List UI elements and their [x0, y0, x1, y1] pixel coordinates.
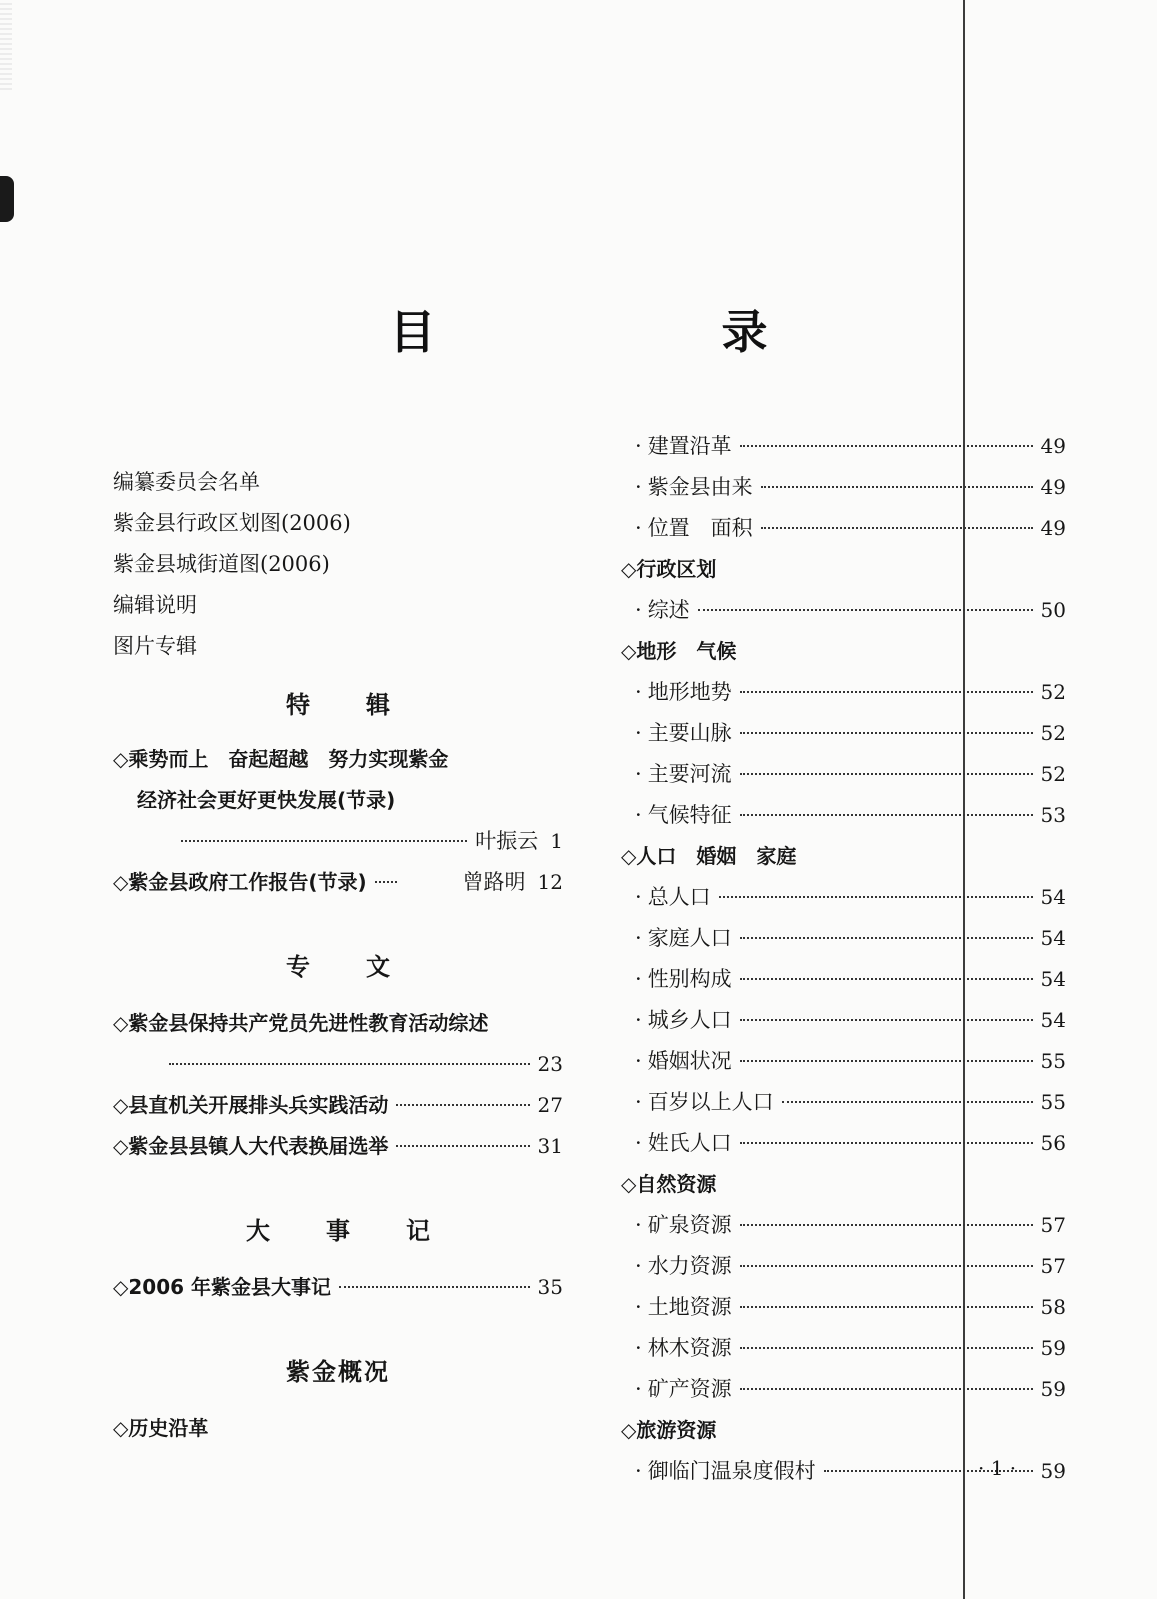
toc-entry-label: · 婚姻状况: [635, 1041, 732, 1082]
toc-entry-page: 52: [1040, 762, 1066, 786]
toc-entry-label: · 林木资源: [635, 1328, 732, 1369]
toc-entry-label: ◇2006 年紫金县大事记: [113, 1275, 332, 1299]
toc-entry-label: · 综述: [635, 590, 690, 631]
toc-entry-street-map[interactable]: 紫金县城街道图(2006): [113, 552, 330, 576]
toc-entry-special-1[interactable]: [113, 739, 563, 780]
toc-category-heading[interactable]: [621, 1410, 1066, 1451]
toc-entry-page: 35: [537, 1275, 563, 1299]
dot-leader: [740, 773, 1033, 775]
toc-entry-photo-album[interactable]: 图片专辑: [113, 634, 197, 658]
toc-entry-history[interactable]: [113, 1408, 563, 1449]
toc-entry-label: · 家庭人口: [635, 918, 732, 959]
toc-entry-page: 55: [1040, 1049, 1066, 1073]
dot-leader: [740, 1142, 1033, 1144]
page-title: 目 录: [389, 305, 888, 359]
dot-leader: [740, 1306, 1033, 1308]
dot-leader: [740, 1224, 1033, 1226]
dot-leader: [375, 881, 397, 883]
section-heading-essays: 专文: [286, 953, 446, 981]
toc-entry-special-1-cont[interactable]: [113, 780, 563, 821]
toc-entry-label: · 气候特征: [635, 795, 732, 836]
toc-sub-entry[interactable]: [621, 1287, 1066, 1328]
toc-entry-label: · 御临门温泉度假村: [635, 1451, 816, 1492]
toc-right-column: [621, 426, 1066, 1492]
toc-entry-editorial-notes[interactable]: 编辑说明: [113, 593, 197, 617]
toc-entry-page: 23: [537, 1052, 563, 1076]
toc-entry-page: 55: [1040, 1090, 1066, 1114]
toc-entry-page: 59: [1040, 1459, 1066, 1483]
dot-leader: [740, 1019, 1033, 1021]
toc-entry-label: · 姓氏人口: [635, 1123, 732, 1164]
dot-leader: [740, 691, 1033, 693]
toc-sub-entry[interactable]: [621, 1328, 1066, 1369]
section-heading-special: 特辑: [286, 691, 446, 719]
toc-entry-page: 57: [1040, 1254, 1066, 1278]
toc-entry-page: 52: [1040, 680, 1066, 704]
dot-leader: [719, 896, 1033, 898]
toc-entry-page: 54: [1040, 967, 1066, 991]
toc-sub-entry[interactable]: [621, 1123, 1066, 1164]
toc-entry-label: · 总人口: [635, 877, 711, 918]
dot-leader: [396, 1145, 529, 1147]
section-heading-events: 大事记: [246, 1217, 486, 1245]
toc-entry-page: 52: [1040, 721, 1066, 745]
toc-entry-label: ◇地形 气候: [621, 639, 737, 663]
toc-sub-entry[interactable]: [621, 754, 1066, 795]
toc-entry-events-2006[interactable]: [113, 1267, 563, 1308]
dot-leader: [740, 1060, 1033, 1062]
dot-leader: [740, 1388, 1033, 1390]
toc-entry-page: 54: [1040, 926, 1066, 950]
toc-entry-label: ◇旅游资源: [621, 1418, 717, 1442]
toc-entry-label: · 性别构成: [635, 959, 732, 1000]
toc-entry-page: 12: [537, 870, 563, 894]
dot-leader: [761, 527, 1033, 529]
toc-entry-page: 27: [537, 1093, 563, 1117]
toc-entry-page: 58: [1040, 1295, 1066, 1319]
toc-entry-page: 50: [1040, 598, 1066, 622]
toc-entry-label: · 主要山脉: [635, 713, 732, 754]
toc-entry-label: ◇行政区划: [621, 557, 717, 581]
toc-sub-entry[interactable]: [621, 918, 1066, 959]
toc-sub-entry[interactable]: [621, 1082, 1066, 1123]
toc-category-heading[interactable]: [621, 1164, 1066, 1205]
toc-entry-label: ◇自然资源: [621, 1172, 717, 1196]
toc-entry-label: · 百岁以上人口: [635, 1082, 774, 1123]
toc-entry-page: 31: [537, 1134, 563, 1158]
toc-entry-label: ◇历史沿革: [113, 1416, 209, 1440]
toc-category-heading[interactable]: [621, 836, 1066, 877]
toc-entry-label: ◇紫金县政府工作报告(节录): [113, 870, 367, 894]
scan-speckle: [0, 0, 12, 90]
toc-entry-label: · 矿产资源: [635, 1369, 732, 1410]
toc-entry-page: 59: [1040, 1377, 1066, 1401]
toc-entry-label: ◇乘势而上 奋起超越 努力实现紫金: [113, 747, 449, 771]
dot-leader: [740, 978, 1033, 980]
toc-entry-page: 56: [1040, 1131, 1066, 1155]
toc-entry-page: 54: [1040, 885, 1066, 909]
toc-sub-entry[interactable]: [621, 795, 1066, 836]
toc-sub-entry[interactable]: [621, 959, 1066, 1000]
toc-entry-committee[interactable]: 编纂委员会名单: [113, 470, 260, 494]
page-number: · 1 ·: [978, 1456, 1017, 1480]
toc-sub-entry[interactable]: [621, 1000, 1066, 1041]
toc-sub-entry[interactable]: [621, 877, 1066, 918]
toc-entry-label: · 矿泉资源: [635, 1205, 732, 1246]
toc-entry-essay-1-page[interactable]: [113, 1044, 563, 1085]
toc-entry-label: · 紫金县由来: [635, 467, 753, 508]
toc-entry-page: 57: [1040, 1213, 1066, 1237]
toc-left-column: [113, 462, 563, 1449]
dot-leader: [698, 609, 1033, 611]
toc-sub-entry[interactable]: [621, 1205, 1066, 1246]
toc-entry-admin-map[interactable]: 紫金县行政区划图(2006): [113, 511, 351, 535]
toc-entry-special-2[interactable]: [113, 862, 563, 903]
toc-entry-label: ◇紫金县县镇人大代表换届选举: [113, 1134, 389, 1158]
toc-category-heading[interactable]: [621, 549, 1066, 590]
toc-entry-essay-3[interactable]: [113, 1126, 563, 1167]
toc-entry-author: 曾路明: [462, 870, 526, 894]
toc-entry-label: 经济社会更好更快发展(节录): [137, 788, 396, 812]
toc-sub-entry[interactable]: [621, 508, 1066, 549]
dot-leader: [740, 732, 1033, 734]
toc-sub-entry[interactable]: [621, 1369, 1066, 1410]
dot-leader: [740, 937, 1033, 939]
toc-entry-label: · 土地资源: [635, 1287, 732, 1328]
toc-entry-essay-2[interactable]: [113, 1085, 563, 1126]
dot-leader: [761, 486, 1033, 488]
toc-entry-label: ◇人口 婚姻 家庭: [621, 844, 797, 868]
toc-sub-entry[interactable]: [621, 590, 1066, 631]
toc-sub-entry[interactable]: [621, 1246, 1066, 1287]
dot-leader: [339, 1286, 530, 1288]
toc-entry-label: · 城乡人口: [635, 1000, 732, 1041]
toc-entry-page: 49: [1040, 434, 1066, 458]
toc-entry-page: 59: [1040, 1336, 1066, 1360]
dot-leader: [396, 1104, 529, 1106]
dot-leader: [740, 445, 1033, 447]
toc-entry-page: 49: [1040, 516, 1066, 540]
toc-entry-essay-1[interactable]: [113, 1003, 563, 1044]
toc-sub-entry[interactable]: [621, 467, 1066, 508]
toc-sub-entry[interactable]: [621, 1041, 1066, 1082]
toc-sub-entry[interactable]: [621, 672, 1066, 713]
dot-leader: [169, 1063, 530, 1065]
section-heading-overview: 紫金概况: [286, 1358, 390, 1386]
toc-entry-label: · 位置 面积: [635, 508, 753, 549]
dot-leader: [181, 840, 467, 842]
dot-leader: [782, 1101, 1033, 1103]
dot-leader: [740, 814, 1033, 816]
toc-entry-page: 54: [1040, 1008, 1066, 1032]
toc-entry-author: 叶振云: [475, 829, 539, 853]
toc-entry-label: ◇县直机关开展排头兵实践活动: [113, 1093, 389, 1117]
toc-entry-label: · 建置沿革: [635, 426, 732, 467]
toc-entry-page: 53: [1040, 803, 1066, 827]
toc-entry-label: · 水力资源: [635, 1246, 732, 1287]
toc-entry-special-1-page[interactable]: [113, 821, 563, 862]
toc-entry-page: 1: [550, 829, 563, 853]
toc-sub-entry[interactable]: [621, 426, 1066, 467]
toc-sub-entry[interactable]: [621, 713, 1066, 754]
scan-edge-mark: [0, 176, 14, 222]
dot-leader: [740, 1265, 1033, 1267]
toc-entry-page: 49: [1040, 475, 1066, 499]
toc-entry-label: · 地形地势: [635, 672, 732, 713]
toc-entry-label: · 主要河流: [635, 754, 732, 795]
toc-entry-label: ◇紫金县保持共产党员先进性教育活动综述: [113, 1011, 489, 1035]
toc-category-heading[interactable]: [621, 631, 1066, 672]
dot-leader: [740, 1347, 1033, 1349]
